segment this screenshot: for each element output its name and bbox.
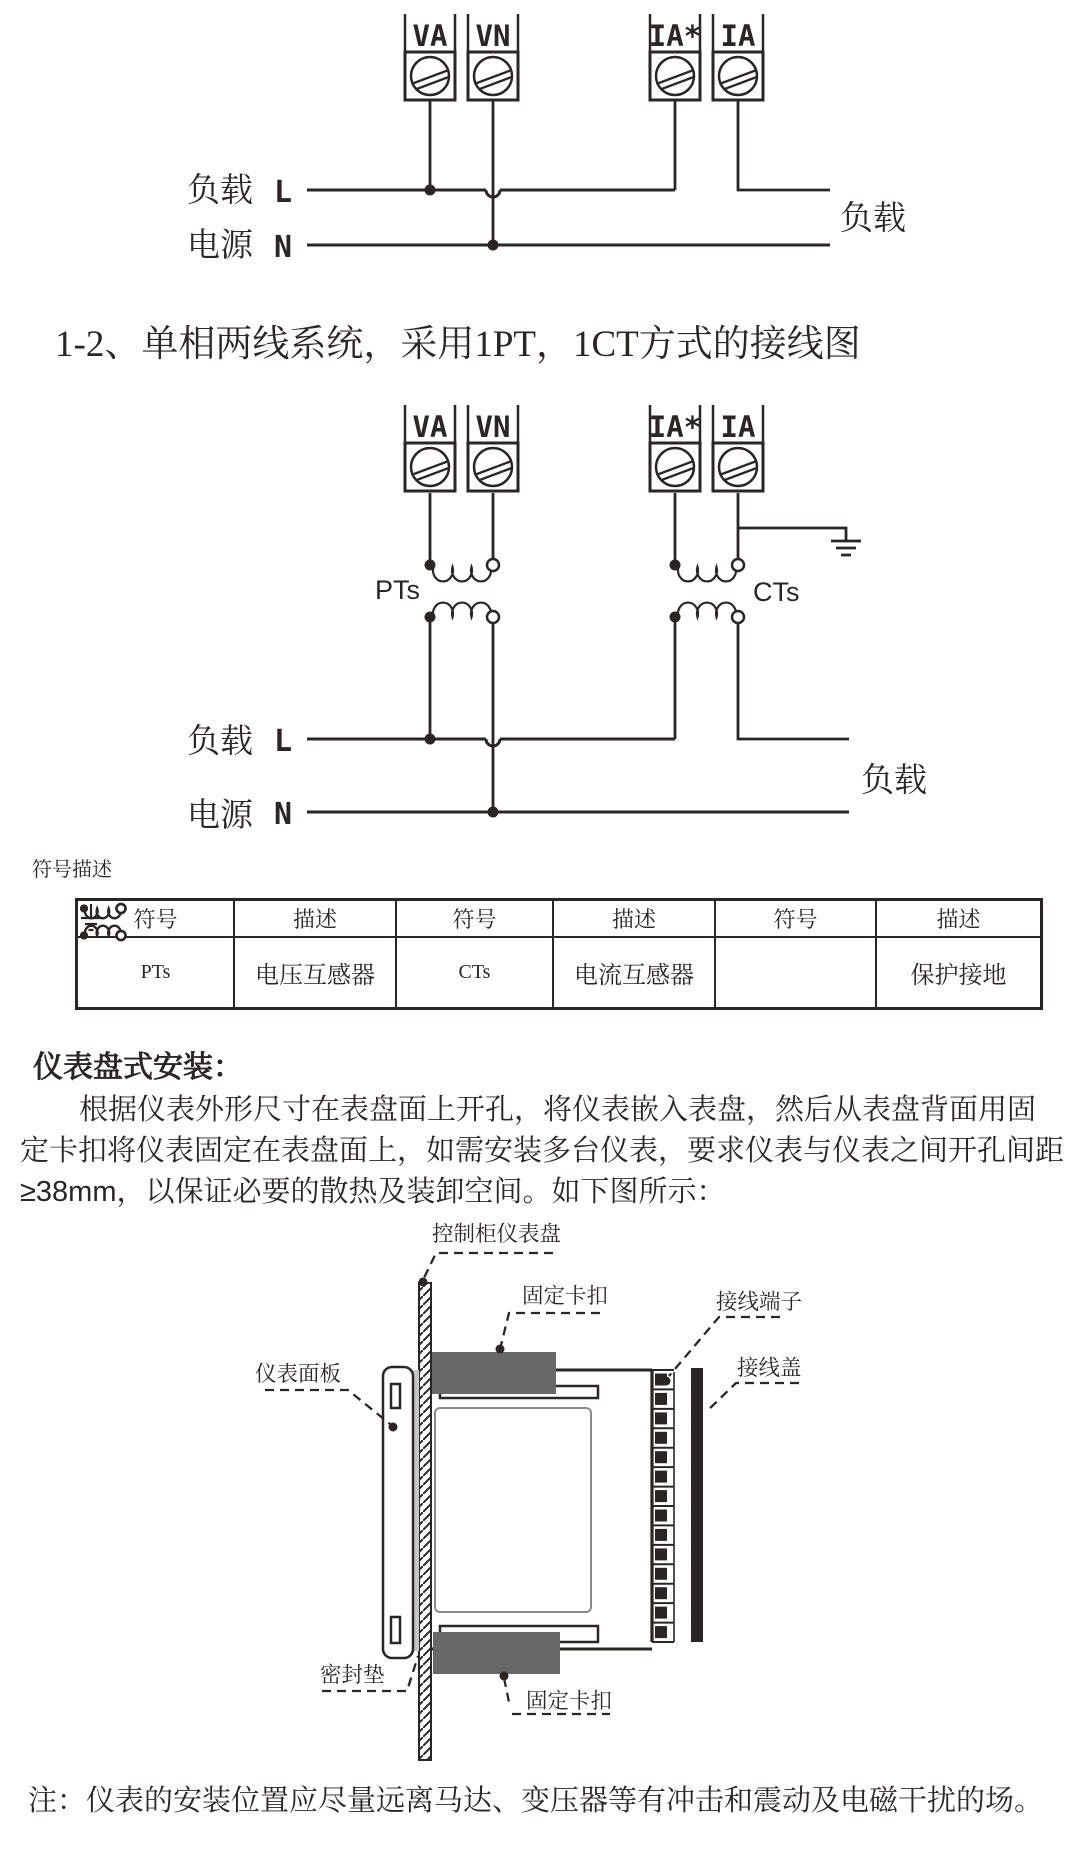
leader-panel — [424, 1253, 553, 1278]
cabinet-panel-wall — [419, 1283, 431, 1760]
leader-cover — [706, 1383, 799, 1412]
table-cell-pt-desc: 电压互感器 — [235, 938, 397, 1007]
ct-open-terminal — [732, 559, 744, 571]
meter-inner-body — [435, 1408, 591, 1612]
label-load-right: 负载 — [840, 201, 906, 237]
table-cell-pt-symbol — [78, 938, 235, 1007]
leader-dot — [662, 1377, 671, 1386]
pt-secondary-coil — [433, 603, 491, 617]
leader-dot — [500, 1672, 509, 1681]
pt-label: PTs — [374, 575, 420, 605]
label-cabinet-panel: 控制柜仪表盘 — [432, 1222, 562, 1246]
table-cell-ground-symbol — [716, 938, 877, 1007]
label-meter-front: 仪表面板 — [255, 1362, 342, 1386]
label-N: N — [273, 797, 293, 832]
diagram-1pt-1ct — [187, 405, 927, 834]
install-paragraph — [20, 1090, 1070, 1213]
table-header: 描述 — [554, 901, 716, 938]
terminal-label-va: VA — [412, 410, 448, 444]
ct-open-terminal — [732, 611, 744, 623]
pt-symbol-text: PTs — [140, 961, 171, 983]
junction-dot — [425, 185, 436, 196]
pt-dot — [425, 612, 436, 623]
panel-mount-diagram — [255, 1222, 802, 1760]
pt-dot — [425, 560, 436, 571]
table-header: 符号 — [78, 901, 235, 938]
pt-primary-coil — [433, 567, 491, 581]
leader-dot — [419, 1278, 428, 1287]
junction-dot — [425, 734, 436, 745]
table-cell-ct-symbol — [397, 938, 554, 1007]
ground-symbol — [831, 541, 861, 555]
terminal-wires — [430, 100, 830, 245]
table-header: 符号 — [397, 901, 554, 938]
label-load-left: 负载 — [187, 724, 253, 760]
ct-symbol-text: CTs — [458, 961, 491, 983]
junction-dot — [488, 240, 499, 251]
meter-front-bezel — [383, 1367, 413, 1658]
ct-dot — [670, 560, 681, 571]
label-L: L — [273, 724, 293, 759]
label-load-left: 负载 — [187, 173, 253, 209]
symbol-table — [75, 898, 1043, 1010]
leader-front — [265, 1390, 390, 1424]
junction-dot — [488, 807, 499, 818]
terminal-label-ia-star: IA* — [648, 410, 702, 444]
ct-label: CTs — [753, 577, 800, 607]
table-cell-ct-desc: 电流互感器 — [554, 938, 716, 1007]
table-header: 符号 — [716, 901, 877, 938]
paragraph-line: 定卡扣将仪表固定在表盘面上，如需安装多台仪表，要求仪表与仪表之间开孔间距 — [20, 1135, 1065, 1167]
section-heading: 1-2、单相两线系统，采用1PT，1CT方式的接线图 — [55, 324, 861, 365]
table-cell-ground-desc: 保护接地 — [910, 963, 1007, 989]
terminal-label-ia: IA — [720, 410, 756, 444]
leader-dot — [389, 1423, 398, 1432]
label-wiring-terminal: 接线端子 — [716, 1290, 803, 1314]
ct-secondary-coil — [678, 603, 736, 617]
leader-dot — [496, 1345, 505, 1354]
terminal-label-ia: IA — [720, 19, 756, 53]
ct-primary-coil — [678, 567, 736, 581]
install-heading: 仪表盘式安装： — [33, 1051, 243, 1084]
terminal-label-vn: VN — [475, 410, 511, 444]
table-header: 描述 — [877, 901, 1040, 938]
secondary-wires — [430, 622, 849, 812]
label-source-left: 电源 — [187, 228, 253, 264]
leader-clip-top — [501, 1313, 600, 1345]
terminal-label-va: VA — [412, 19, 448, 53]
terminal-label-vn: VN — [475, 19, 511, 53]
ct-dot — [670, 612, 681, 623]
terminal-label-ia-star: IA* — [648, 19, 702, 53]
paragraph-line: ≥38mm，以保证必要的散热及装卸空间。如下图所示： — [20, 1176, 726, 1208]
paragraph-line: 根据仪表外形尺寸在表盘面上开孔，将仪表嵌入表盘，然后从表盘背面用固 — [79, 1094, 1037, 1126]
terminal-wires — [430, 493, 738, 565]
terminal-strip — [652, 1370, 674, 1642]
bezel-slot-top — [391, 1384, 400, 1408]
label-load-right: 负载 — [861, 763, 927, 799]
label-N: N — [273, 230, 293, 265]
pt-open-terminal — [487, 611, 499, 623]
label-fixing-clip-top: 固定卡扣 — [522, 1284, 609, 1308]
symbol-table-caption: 符号描述 — [32, 859, 112, 881]
label-wiring-cover: 接线盖 — [737, 1356, 802, 1380]
ground-branch-wire — [738, 528, 846, 541]
bottom-note: 注：仪表的安装位置应尽量远离马达、变压器等有冲击和震动及电磁干扰的场。 — [28, 1785, 1044, 1817]
terminal-cover-bar — [691, 1368, 703, 1642]
label-fixing-clip-bottom: 固定卡扣 — [526, 1689, 613, 1713]
label-L: L — [273, 175, 293, 210]
fixing-clip-bottom — [433, 1632, 560, 1674]
fixing-clip-top — [430, 1352, 556, 1394]
bezel-slot-bottom — [391, 1617, 400, 1643]
table-header: 描述 — [235, 901, 397, 938]
label-source-left: 电源 — [187, 798, 253, 834]
ground-icon — [78, 901, 104, 933]
label-gasket: 密封垫 — [320, 1663, 385, 1687]
diagram-direct-connection — [187, 14, 906, 265]
pt-open-terminal — [487, 559, 499, 571]
